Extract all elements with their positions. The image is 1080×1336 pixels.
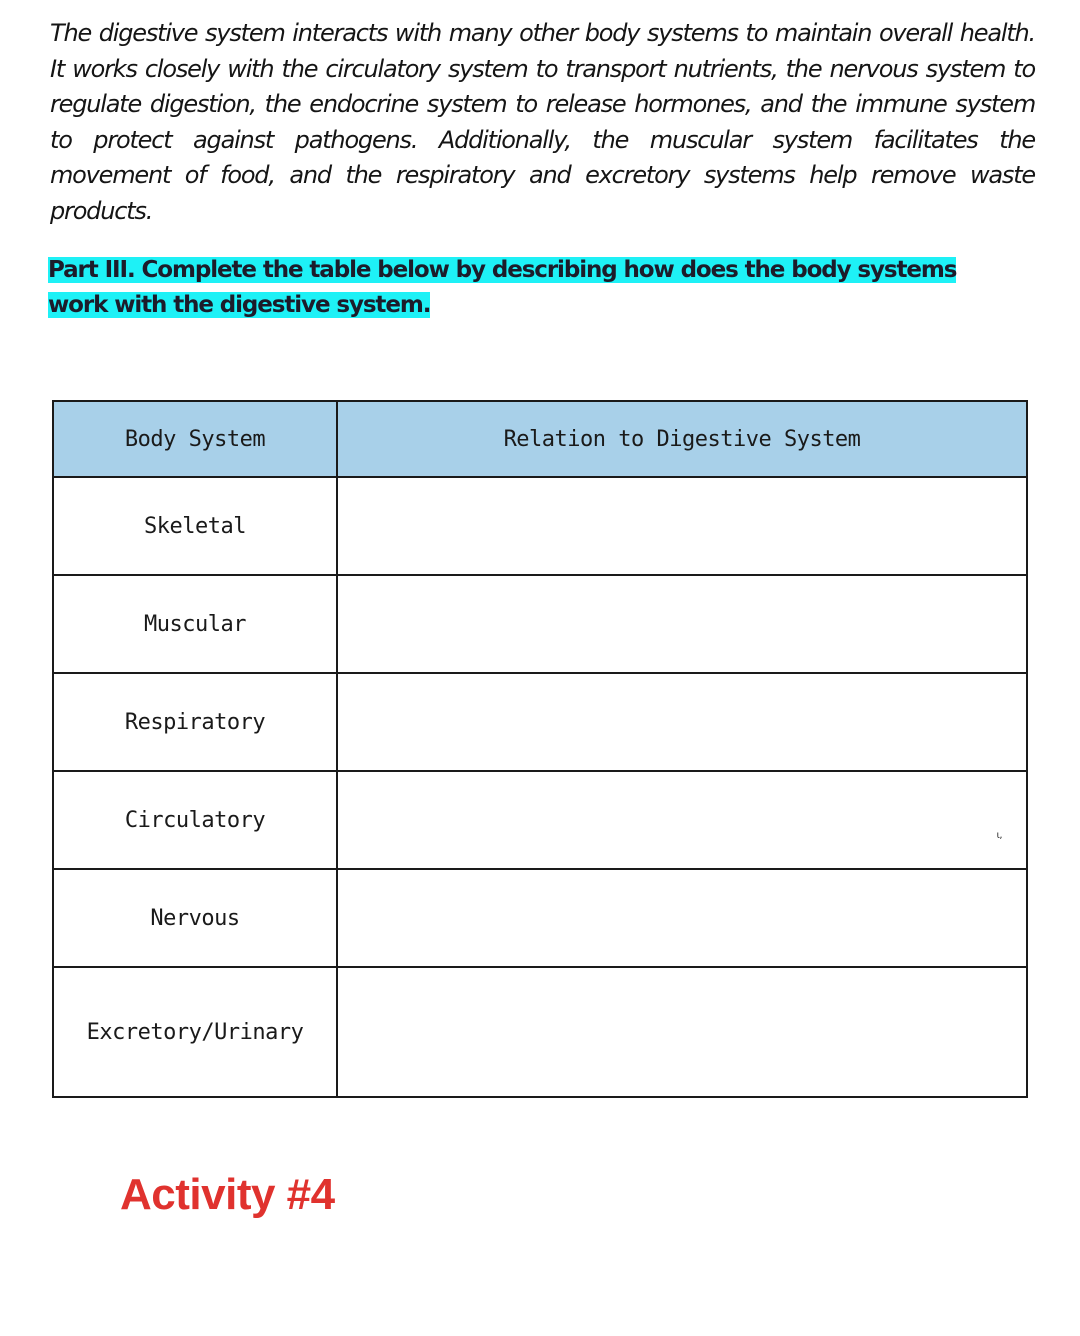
system-name: Skeletal: [53, 477, 337, 575]
body-systems-table: [52, 400, 1028, 1098]
relation-answer-cell[interactable]: [337, 869, 1027, 967]
system-name: Excretory/Urinary: [53, 967, 337, 1097]
activity-label: Activity #4: [120, 1170, 335, 1219]
table-header-row: [53, 401, 1027, 477]
system-name: Respiratory: [53, 673, 337, 771]
intro-paragraph: The digestive system interacts with many other body systems to maintain overall health. It works closely with the circulatory system to transport nutrients, the nervous system to regulate digestion, the endocrine system to release hormones, and the immune system to protect against pathogens. Additionally, the muscular system facilitates the movement of food, and the respiratory and excretory systems help remove waste products.: [50, 19, 1035, 225]
table-row: [53, 673, 1027, 771]
part-three-instructions: [48, 253, 988, 323]
system-name: Circulatory: [53, 771, 337, 869]
table-row: [53, 477, 1027, 575]
relation-answer-cell[interactable]: [337, 575, 1027, 673]
table-row: [53, 771, 1027, 869]
table-row: [53, 869, 1027, 967]
header-body-system: Body System: [53, 401, 337, 477]
table-row: [53, 575, 1027, 673]
table-row: [53, 967, 1027, 1097]
system-name: Nervous: [53, 869, 337, 967]
relation-answer-cell[interactable]: [337, 673, 1027, 771]
relation-answer-cell[interactable]: [337, 967, 1027, 1097]
stray-mark: ι,: [996, 830, 1002, 841]
system-name: Muscular: [53, 575, 337, 673]
header-relation: Relation to Digestive System: [337, 401, 1027, 477]
instructions-highlight: Part III. Complete the table below by describing how does the body systems work with the digestive system.: [48, 257, 957, 318]
relation-answer-cell[interactable]: [337, 771, 1027, 869]
relation-answer-cell[interactable]: [337, 477, 1027, 575]
